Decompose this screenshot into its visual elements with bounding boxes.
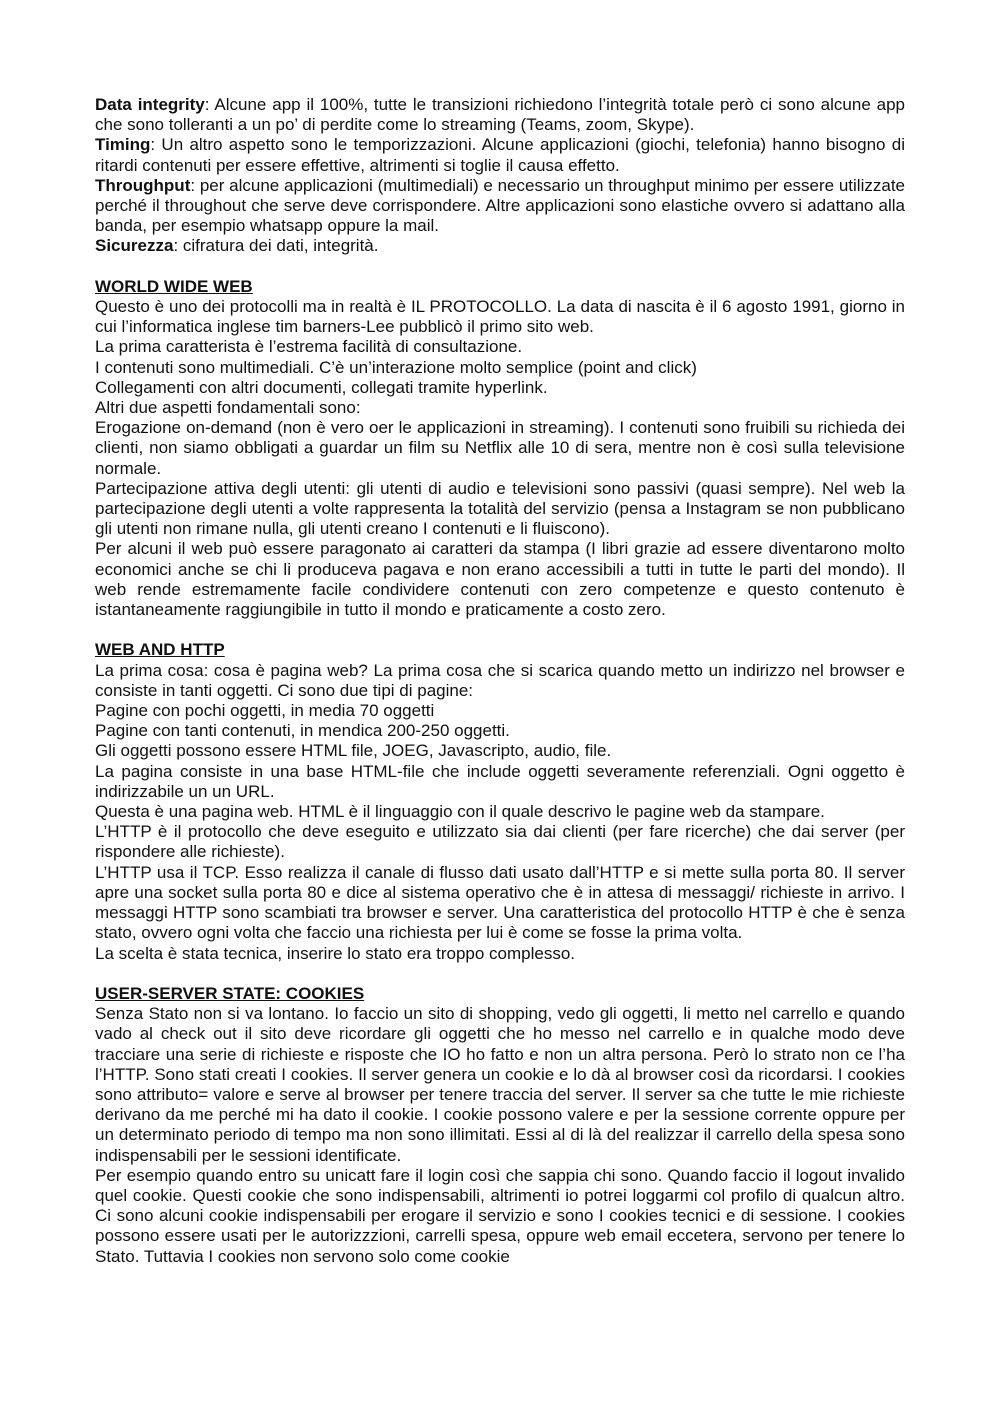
paragraph: Per alcuni il web può essere paragonato ai caratteri da stampa (I libri grazie ad essere diventarono molto economici anche se chi li produceva pagava e non erano accessibili a tutti in tutte le parti del mondo). Il web rende estremamente facile condividere contenuti con zero competenze e questo contenuto è istantaneamente raggiungibile in tutto il mondo e praticamente a costo zero. — [95, 539, 905, 620]
term-text: : Alcune app il 100%, tutte le transizioni richiedono l’integrità totale però ci sono alcune app che sono tolleranti a un po’ di perdite come lo streaming (Teams, zoom, Skype). — [95, 95, 905, 135]
paragraph: Partecipazione attiva degli utenti: gli utenti di audio e televisioni sono passivi (quasi sempre). Nel web la partecipazione degli utenti a volte rappresenta la totalità del servizio (pensa a Instagram se non pubblicano gli utenti non rimane nulla, gli utenti creano I contenuti e li fluiscono). — [95, 478, 905, 539]
intro-timing — [95, 135, 905, 175]
paragraph: Questo è uno dei protocolli ma in realtà è IL PROTOCOLLO. La data di nascita è il 6 agosto 1991, giorno in cui l’informatica inglese tim barners-Lee pubblicò il primo sito web. — [95, 297, 905, 337]
paragraph: L’HTTP è il protocollo che deve eseguito e utilizzato sia dai clienti (per fare ricerche) che dai server (per rispondere alle richieste). — [95, 822, 905, 862]
term-label: Throughput — [95, 175, 191, 195]
intro-data-integrity — [95, 95, 905, 135]
intro-throughput — [95, 176, 905, 237]
section-heading-http: WEB AND HTTP — [95, 640, 225, 660]
term-text: : cifratura dei dati, integrità. — [173, 236, 379, 256]
section-heading-cookies: USER-SERVER STATE: COOKIES — [95, 983, 365, 1003]
paragraph: Erogazione on-demand (non è vero oer le applicazioni in streaming). I contenuti sono fruibili su richieda dei clienti, non siamo obbligati a guardar un film su Netflix alle 10 di sera, mentre non è così sulla televisione normale. — [95, 418, 905, 478]
paragraph: Pagine con tanti contenuti, in mendica 200-250 oggetti. — [95, 721, 510, 741]
paragraph: Pagine con pochi oggetti, in media 70 oggetti — [95, 701, 435, 721]
paragraph: Per esempio quando entro su unicatt fare il login così che sappia chi sono. Quando faccio il logout invalido quel cookie. Questi cookie che sono indispensabili, altrimenti io potrei loggarmi col profilo di qualcun altro. Ci sono alcuni cookie indispensabili per erogare il servizio e sono I cookies tecnici e di sessione. I cookies possono essere usati per le autorizzzioni, carrelli spesa, oppure web email eccetera, servono per tenere lo Stato. Tuttavia I cookies non servono solo come cookie — [95, 1165, 905, 1266]
paragraph: I contenuti sono multimediali. C’è un’interazione molto semplice (point and click) — [95, 357, 697, 377]
paragraph: La pagina consiste in una base HTML-file che include oggetti severamente referenziali. Ogni oggetto è indirizzabile un un URL. — [95, 761, 905, 801]
paragraph: Altri due aspetti fondamentali sono: — [95, 398, 361, 418]
spacer — [95, 257, 905, 277]
paragraph: La prima caratterista è l’estrema facilità di consultazione. — [95, 337, 523, 357]
paragraph: Questa è una pagina web. HTML è il linguaggio con il quale descrivo le pagine web da stampare. — [95, 802, 825, 822]
document-page — [95, 95, 905, 1267]
term-text: : per alcune applicazioni (multimediali) e necessario un throughput minimo per essere utilizzate perché il throughout che serve deve corrispondere. Altre applicazioni sono elastiche ovvero si adattano alla banda, per esempio whatsapp oppure la mail. — [95, 175, 905, 236]
term-label: Data integrity — [95, 95, 205, 114]
spacer — [95, 964, 905, 984]
term-label: Sicurezza — [95, 236, 174, 256]
paragraph: Collegamenti con altri documenti, collegati tramite hyperlink. — [95, 377, 548, 397]
paragraph: La scelta è stata tecnica, inserire lo stato era troppo complesso. — [95, 943, 576, 963]
intro-sicurezza — [95, 236, 905, 256]
paragraph: L’HTTP usa il TCP. Esso realizza il canale di flusso dati usato dall’HTTP e si mette sulla porta 80. Il server apre una socket sulla porta 80 e dice al sistema operativo che è in attesa di messaggi/ richieste in arrivo. I messaggi HTTP sono scambiati tra browser e server. Una caratteristica del protocollo HTTP è che è senza stato, ovvero ogni volta che faccio una richiesta per lui è come se fosse la prima volta. — [95, 862, 905, 943]
paragraph: Gli oggetti possono essere HTML file, JOEG, Javascripto, audio, file. — [95, 741, 612, 761]
section-heading-www: WORLD WIDE WEB — [95, 276, 253, 296]
spacer — [95, 620, 905, 640]
paragraph: La prima cosa: cosa è pagina web? La prima cosa che si scarica quando metto un indirizzo nel browser e consiste in tanti oggetti. Ci sono due tipi di pagine: — [95, 660, 905, 700]
term-text: : Un altro aspetto sono le temporizzazioni. Alcune applicazioni (giochi, telefonia) hanno bisogno di ritardi contenuti per essere effettive, altrimenti si toglie il causa effetto. — [95, 135, 905, 175]
paragraph: Senza Stato non si va lontano. Io faccio un sito di shopping, vedo gli oggetti, li metto nel carrello e quando vado al check out il sito deve ricordare gli oggetti che ho messo nel carrello e in qualche modo deve tracciare una serie di richieste e risposte che IO ho fatto e non un altra persona. Però lo strato non ce l’ha l’HTTP. Sono stati creati I cookies. Il server genera un cookie e lo dà al browser così da ricordarsi. I cookies sono attributo= valore e serve al browser per tenere traccia del server. Il server sa che tutte le mie richieste derivano da me perché mi ha dato il cookie. I cookie possono valere e per la sessione corrente oppure per un determinato periodo di tempo ma non sono illimitati. Essi al di là del realizzar il carrello della spesa sono indispensabili per le sessioni identificate. — [95, 1004, 905, 1165]
term-label: Timing — [95, 135, 151, 155]
